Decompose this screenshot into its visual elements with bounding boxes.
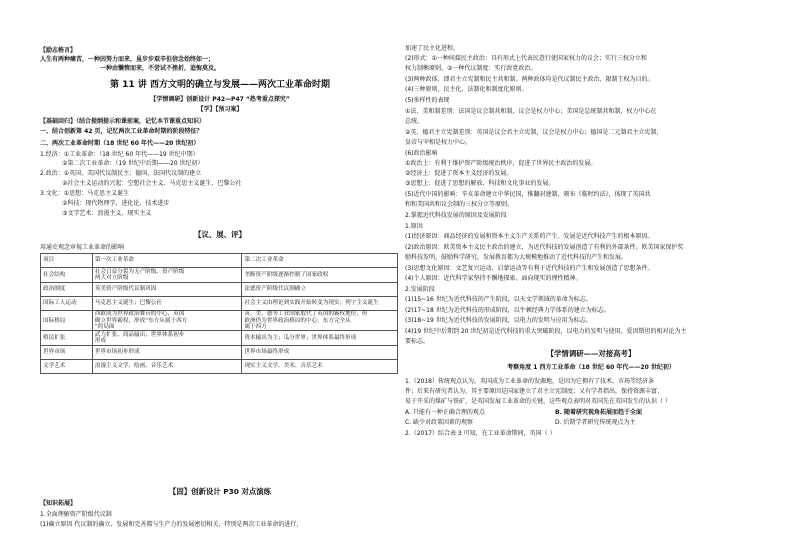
table-cell bbox=[92, 331, 242, 345]
question-2: 二、两次工业革命时期（18 世纪 60 年代——20 世纪初） bbox=[40, 140, 200, 147]
table-cell: 英美资产阶级代议制巩固 bbox=[92, 282, 242, 296]
cell-text: 欧洲仍为世界政治格局的中心，东方完全从 bbox=[244, 317, 351, 324]
option-a: A. 只能有一种正确合理的观点 bbox=[405, 409, 485, 416]
table-header-cell: 第一次工业革命 bbox=[92, 254, 242, 268]
table-row bbox=[41, 311, 398, 331]
text-line: (1)15~16 世纪为近代科技的产生阶段，以天文学领域的革命为标志。 bbox=[405, 296, 592, 303]
cell-text: 武力扩张、商品输出；世界体系初步 bbox=[94, 331, 185, 338]
table-cell: 马克思主义诞生；巴黎公社 bbox=[92, 296, 242, 310]
text-line: ②经济上：促进了资本主义经济的发展。 bbox=[405, 170, 513, 177]
text-line: ①法、美和制差别：法国是议会制共和制，议会是权力中心；美国是总统制共和制，权力中心在 bbox=[405, 108, 657, 115]
text-line: 2.掌握近代科技发展的原因及发展阶段 bbox=[405, 212, 507, 219]
text-line: (3)思想文化原因：文艺复兴运动、启蒙运动等有利于近代科技的产生和发展创造了思想条件。 bbox=[405, 265, 654, 272]
text-line: (5)近代中国的影响：辛亥革命建立中华民国，推翻封建制，颁布《临时约法》，体现了英国共 bbox=[405, 191, 651, 198]
table-caption: 用通史观念审视工业革命的影响 bbox=[40, 244, 125, 251]
text-line: (4)三种原则，民主化、法制化和制度化原则。 bbox=[405, 86, 528, 93]
table-cell bbox=[92, 311, 242, 331]
economy-line: 1.经济：①工业革命：（18 世纪 60 年代——19 世纪中期） bbox=[40, 151, 199, 158]
text-line: (1)经济原因：商品经济的发展和资本主义生产关系的产生、发展是近代科技产生的根本原因。 bbox=[405, 233, 654, 240]
culture-line: 3.文化：①思想：马克思主义诞生 bbox=[40, 190, 130, 197]
table-row bbox=[41, 282, 398, 296]
question-line: 1.（2018）传统观点认为，英国成为工业革命的发源地，是因为它拥有了技术、市场等经济条 bbox=[405, 378, 654, 385]
question-1: 一、结合创新第 42 页，记忆两次工业革命时期的阶段特征？ bbox=[40, 128, 203, 135]
row-label: 国际工人运动 bbox=[41, 296, 93, 310]
exam-angle: 考察角度 1 西方工业革命（18 世纪 60 年代——20 世纪初） bbox=[507, 364, 675, 371]
table-cell bbox=[242, 311, 398, 331]
text-line: 要标志。 bbox=[405, 338, 430, 345]
politics-line: 2.政治：①英国、美国代议制民主；德国、法国代议制的建立 bbox=[40, 170, 202, 177]
table-row bbox=[41, 268, 398, 282]
table-cell: 世界市场初步形成 bbox=[92, 345, 242, 359]
table-header-row bbox=[41, 254, 398, 268]
cell-text: 西欧成为世界政治舞台的中心，英国 bbox=[94, 311, 185, 318]
text-line: 1.原因 bbox=[405, 223, 423, 230]
table-cell: 垄断资产阶级逐渐控制了国家政权 bbox=[242, 268, 398, 282]
motto-heading: 【励志格言】 bbox=[40, 47, 77, 54]
text-line: 皇帝与宰相是权力中心。 bbox=[405, 139, 472, 146]
expand-line: (1)确立原因 代议制的确立、发展和完善都与生产力的发展密切相关，特别是两次工业革命的进行， bbox=[40, 521, 303, 528]
cell-text: 英、美、德等工业国家取代了英国的霸权地位，但 bbox=[244, 311, 368, 318]
table-cell: 社会主义由理论到实践开始转变为现实；列宁主义诞生 bbox=[242, 296, 398, 310]
text-line: (2)形式：①一种间接民主政治：具有形式上代表民意行使国家权力的议会；实行三权分立和 bbox=[405, 55, 647, 62]
expand-line: 1.全面理解资产阶级代议制 bbox=[40, 511, 112, 518]
text-line: 总统。 bbox=[405, 118, 424, 125]
text-line: (5)多样性的表现 bbox=[405, 97, 450, 104]
row-label: 文学艺术 bbox=[41, 360, 93, 374]
table-cell: 资本输出为主；瓜分世界；世界体系最终形成 bbox=[242, 331, 398, 345]
question-line: 件；后来有研究者认为，其主要原因是国家建立了君主立宪制度；又有学者指出，保持资源丰富、 bbox=[405, 388, 664, 395]
culture-line: ②科技：现代物理学、进化论、技术进步 bbox=[62, 200, 170, 207]
study-case: 【学情调研】创新设计 P42—P47 “热考重点探究” bbox=[150, 96, 290, 103]
table-cell bbox=[92, 268, 242, 282]
row-label: 世界市场 bbox=[41, 345, 93, 359]
text-line: ②英、德君主立宪制差别：英国是议会君主立宪制，议会是权力中心；德国是二元制君主立宪制， bbox=[405, 129, 663, 136]
culture-line: ③文学艺术：浪漫主义、现实主义 bbox=[62, 210, 152, 217]
option-b: B. 随着研究视角拓展而趋于全面 bbox=[555, 409, 642, 416]
text-line: (6)政治影响 bbox=[405, 150, 438, 157]
cell-text: 形成 bbox=[94, 338, 107, 345]
cell-text: 两大对立阶级 bbox=[94, 274, 129, 281]
learn-preview: 【学】【预习案】 bbox=[197, 106, 243, 113]
politics-line: ②社会主义运动的兴起：空想社会主义、马克思主义诞生、巴黎公社 bbox=[62, 180, 242, 187]
motto-line: 人生有两种痛苦，一种因努力而来，虽步步艰辛但信念始终如一； bbox=[40, 56, 215, 63]
economy-line: ②第二次工业革命：（19 世纪中后期——20 世纪初） bbox=[62, 160, 204, 167]
row-label: 国际格局 bbox=[41, 311, 93, 331]
discuss-heading: 【议、展、评】 bbox=[194, 230, 246, 239]
text-line: 权力制衡原则。②一种代议制度：实行政党政治。 bbox=[405, 65, 537, 72]
study-heading: 【学情调研——对接高考】 bbox=[546, 349, 636, 358]
text-line: (4)个人原因：近代科学家坚持不懈地探索、面向现实的理性精神。 bbox=[405, 275, 582, 282]
table-row bbox=[41, 360, 398, 374]
table-header-cell: 第二次工业革命 bbox=[242, 254, 398, 268]
table-header-cell: 项目 bbox=[41, 254, 93, 268]
table-row bbox=[41, 296, 398, 310]
text-line: 2.发展阶段 bbox=[405, 286, 435, 293]
option-d: D. 后期学者研究传统观点为主 bbox=[555, 419, 636, 426]
basics-heading: 【基础回归】（结合提纲提示和课前案，记忆本节课重点知识） bbox=[40, 118, 206, 125]
table-cell: 世界市场最终形成 bbox=[242, 345, 398, 359]
consolidate-heading: 【固】创新设计 P30 对点演练 bbox=[168, 487, 272, 496]
table-row bbox=[41, 331, 398, 345]
cell-text: 社会日益分裂为无产阶级、资产阶级 bbox=[94, 268, 185, 275]
text-line: (2)政治原因：欧美资本主义民主政治的建立，为近代科技的发展创造了有利的外部条件。欧美国家保护奖 bbox=[405, 244, 684, 251]
text-line: 和和美国共和议会制的三权分立等原则。 bbox=[405, 201, 514, 208]
text-line: (3)两种政体，即君主立宪制和民主共和制。两种政体均是代议制民主政治、限制王权为目的。 bbox=[405, 76, 654, 83]
row-label: 殖民扩张 bbox=[41, 331, 93, 345]
row-label: 社会结构 bbox=[41, 268, 93, 282]
question-line: 易于开采的煤矿与铁矿，是英国发展工业革命的关键。这些观点表明对英国先在英国发生的认识（ ） bbox=[405, 398, 671, 405]
table-row bbox=[41, 345, 398, 359]
text-line: 励科技发明，鼓励科学研究，发展教育都为大规模地推动了近代科技的产生和发展。 bbox=[405, 254, 628, 261]
option-c: C. 缺少对政策因素的观察 bbox=[405, 419, 474, 426]
cell-text: 确立世界霸权，形成“东方从属于西方 bbox=[94, 317, 188, 324]
question-line: 2.（2017）综合表 3 可知，在工业革命期间，英国（ ） bbox=[405, 430, 556, 437]
table-cell: 现实主义文学、美术、音乐艺术 bbox=[242, 360, 398, 374]
table-cell: 法德资产阶级代议制确立 bbox=[242, 282, 398, 296]
industrial-revolution-table bbox=[40, 253, 398, 374]
cell-text: ”的局面 bbox=[94, 324, 115, 330]
text-line: 加速了民主化进程。 bbox=[405, 45, 460, 52]
text-line: ③思想上：促进了思想的解放、科技和文化事业的发展。 bbox=[405, 180, 555, 187]
cell-text: 属于西方 bbox=[244, 324, 267, 330]
text-line: (2)17~18 世纪为近代科技的形成阶段，以牛顿经典力学体系的建立为标志。 bbox=[405, 307, 610, 314]
row-label: 政治制度 bbox=[41, 282, 93, 296]
motto-line: 一种由懒惰而来，不尝试不挫折，追悔莫及。 bbox=[100, 65, 221, 72]
expand-heading: 【知识拓展】 bbox=[40, 500, 77, 507]
text-line: (3)18~19 世纪为近代科技的发展阶段，以电力的发明与应用为标志。 bbox=[405, 317, 592, 324]
text-line: ①政治上：有利于维护资产阶级统治秩序，促进了世界民主政治的发展。 bbox=[405, 160, 597, 167]
lesson-title: 第 11 讲 西方文明的确立与发展——两次工业革命时期 bbox=[110, 80, 330, 90]
table-cell: 浪漫主义文学、绘画、音乐艺术 bbox=[92, 360, 242, 374]
text-line: (4)19 世纪中后期到 20 世纪初是近代科技的重大突破阶段，以电力的发明与使用，爱因斯坦的相对论为主 bbox=[405, 328, 687, 335]
